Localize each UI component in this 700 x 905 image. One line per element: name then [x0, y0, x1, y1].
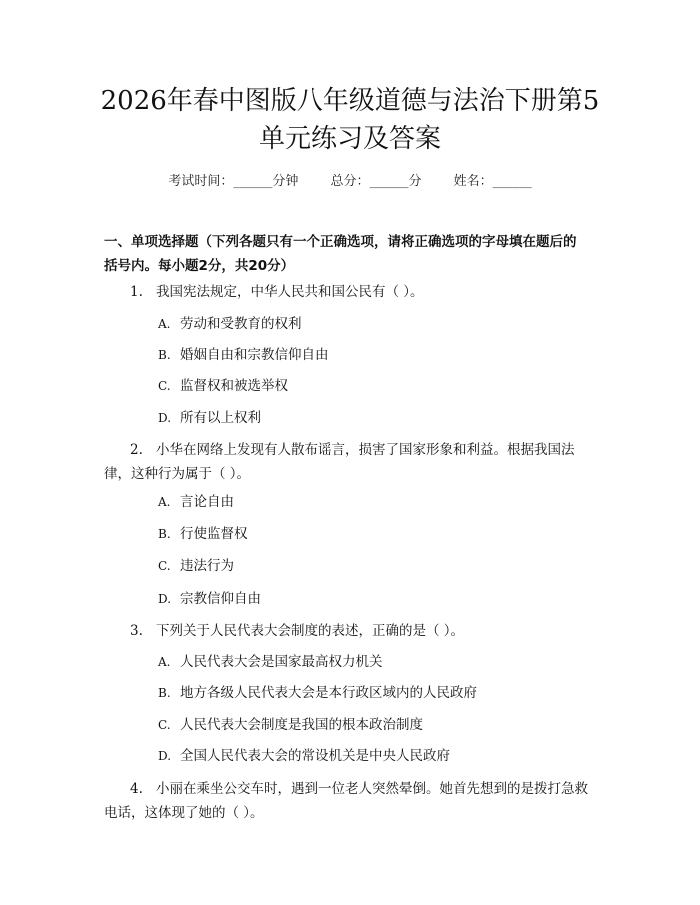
question-1-option-a — [158, 314, 302, 334]
question-2-option-b — [158, 524, 248, 544]
question-1 — [104, 280, 604, 304]
option-text: 人民代表大会是国家最高权力机关 — [180, 654, 383, 670]
option-letter: C. — [158, 379, 171, 393]
exam-score: 总分：______分 — [330, 174, 422, 189]
question-4 — [104, 777, 604, 825]
option-letter: D. — [158, 749, 172, 763]
document-title — [90, 82, 610, 158]
question-1-option-d — [158, 408, 261, 428]
option-letter: C. — [158, 559, 171, 573]
title-line-2: 单元练习及答案 — [258, 124, 441, 154]
question-3-option-d — [158, 746, 450, 766]
option-text: 言论自由 — [180, 494, 234, 510]
title-line-1: 2026年春中图版八年级道德与法治下册第5 — [100, 86, 600, 116]
question-number: 2. — [130, 442, 143, 458]
section-heading-line-2: 括号内。每小题2分，共20分） — [104, 258, 295, 274]
option-text: 行使监督权 — [180, 526, 248, 542]
option-text: 人民代表大会制度是我国的根本政治制度 — [180, 717, 423, 733]
question-2-option-d — [158, 589, 261, 609]
question-1-option-c — [158, 376, 288, 396]
question-stem-line-1: 小华在网络上发现有人散布谣言，损害了国家形象和利益。根据我国法 — [156, 442, 575, 458]
option-letter: B. — [158, 348, 171, 362]
option-text: 婚姻自由和宗教信仰自由 — [180, 347, 329, 363]
option-letter: A. — [158, 495, 171, 509]
option-text: 监督权和被选举权 — [180, 378, 288, 394]
option-text: 违法行为 — [180, 558, 234, 574]
option-letter: D. — [158, 592, 172, 606]
option-text: 所有以上权利 — [180, 410, 261, 426]
option-text: 劳动和受教育的权利 — [180, 316, 302, 332]
option-text: 全国人民代表大会的常设机关是中央人民政府 — [180, 748, 450, 764]
exam-name: 姓名：______ — [453, 174, 532, 189]
question-stem: 下列关于人民代表大会制度的表述，正确的是（ ）。 — [156, 623, 465, 639]
question-1-option-b — [158, 345, 329, 365]
option-letter: A. — [158, 317, 171, 331]
section-heading — [104, 230, 604, 278]
question-3-option-a — [158, 652, 383, 672]
exam-meta — [0, 170, 700, 189]
question-stem-line-2: 律，这种行为属于（ ）。 — [104, 466, 251, 482]
question-3 — [104, 619, 604, 643]
option-letter: B. — [158, 527, 171, 541]
option-letter: D. — [158, 411, 172, 425]
question-2-option-c — [158, 556, 234, 576]
option-letter: B. — [158, 686, 171, 700]
question-stem-line-1: 小丽在乘坐公交车时，遇到一位老人突然晕倒。她首先想到的是拨打急救 — [156, 781, 588, 797]
question-3-option-c — [158, 715, 423, 735]
question-2 — [104, 438, 604, 486]
section-heading-line-1: 一、单项选择题（下列各题只有一个正确选项，请将正确选项的字母填在题后的 — [104, 234, 577, 250]
question-number: 3. — [130, 623, 143, 639]
question-number: 4. — [130, 781, 143, 797]
question-3-option-b — [158, 683, 477, 703]
option-letter: C. — [158, 718, 171, 732]
question-number: 1. — [130, 284, 143, 300]
exam-time: 考试时间：______分钟 — [168, 174, 299, 189]
question-2-option-a — [158, 492, 234, 512]
option-text: 地方各级人民代表大会是本行政区域内的人民政府 — [180, 685, 477, 701]
option-letter: A. — [158, 655, 171, 669]
option-text: 宗教信仰自由 — [180, 591, 261, 607]
question-stem: 我国宪法规定，中华人民共和国公民有（ ）。 — [156, 284, 424, 300]
question-stem-line-2: 电话，这体现了她的（ ）。 — [104, 805, 264, 821]
